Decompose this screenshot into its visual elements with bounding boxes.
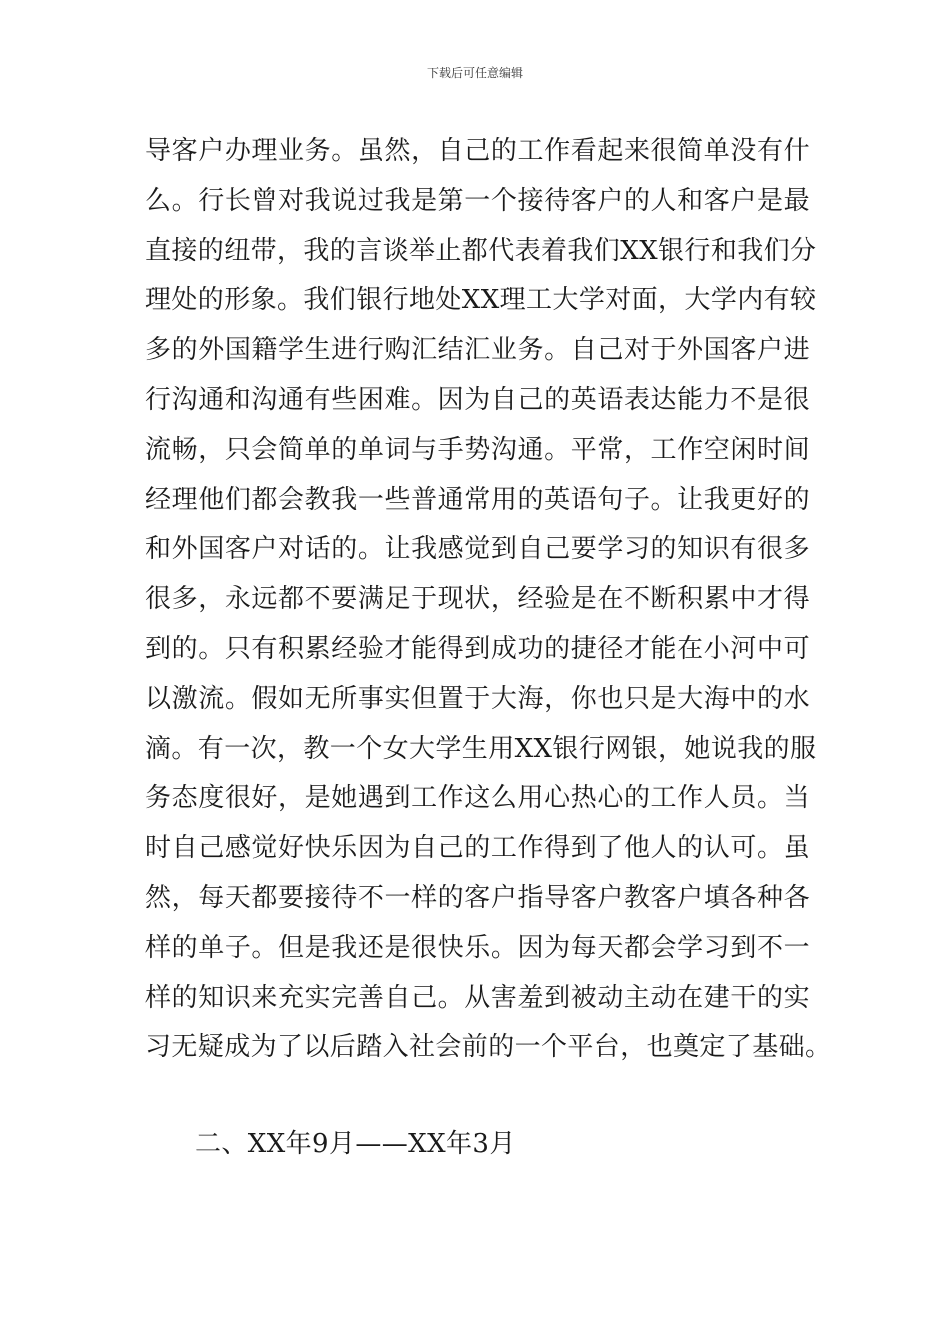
paragraph-line: 时自己感觉好快乐因为自己的工作得到了他人的认可。虽 [145,833,810,864]
paragraph-line: 样的单子。但是我还是很快乐。因为每天都会学习到不一 [145,932,810,963]
paragraph-line: 和外国客户对话的。让我感觉到自己要学习的知识有很多 [145,534,810,565]
page-header-note: 下载后可任意编辑 [426,66,523,80]
paragraph-line: 经理他们都会教我一些普通常用的英语句子。让我更好的 [145,484,810,515]
paragraph-line: 很多，永远都不要满足于现状，经验是在不断积累中才得 [145,584,810,615]
paragraph-line: 务态度很好，是她遇到工作这么用心热心的工作人员。当 [145,783,810,814]
paragraph-line: 多的外国籍学生进行购汇结汇业务。自己对于外国客户进 [145,335,810,366]
paragraph-line: 理处的形象。我们银行地处XX理工大学对面，大学内有较 [145,285,817,316]
paragraph-line: 直接的纽带，我的言谈举止都代表着我们XX银行和我们分 [145,235,817,266]
paragraph-line: 然，每天都要接待不一样的客户指导客户教客户填各种各 [145,882,810,913]
paragraph-line: 流畅，只会简单的单词与手势沟通。平常，工作空闲时间 [145,434,810,465]
paragraph-line: 以激流。假如无所事实但置于大海，你也只是大海中的水 [145,683,810,714]
paragraph-line: 到的。只有积累经验才能得到成功的捷径才能在小河中可 [145,633,810,664]
section-heading: 二、XX年9月——XX年3月 [195,1129,516,1159]
paragraph-line: 滴。有一次，教一个女大学生用XX银行网银，她说我的服 [145,733,817,764]
paragraph-line: 习无疑成为了以后踏入社会前的一个平台，也奠定了基础。 [145,1032,832,1063]
paragraph-line: 行沟通和沟通有些困难。因为自己的英语表达能力不是很 [145,384,810,415]
paragraph-line: 样的知识来充实完善自己。从害羞到被动主动在建干的实 [145,982,810,1013]
paragraph-line: 导客户办理业务。虽然，自己的工作看起来很简单没有什 [145,136,810,166]
body-paragraph [145,127,832,1073]
paragraph-line: 么。行长曾对我说过我是第一个接待客户的人和客户是最 [145,185,810,216]
